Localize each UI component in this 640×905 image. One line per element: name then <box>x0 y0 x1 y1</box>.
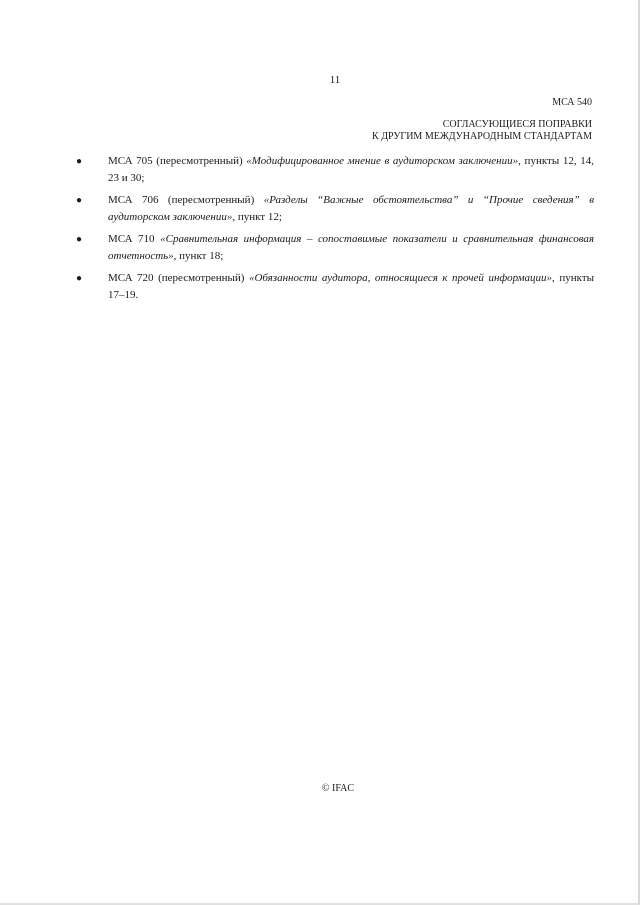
page-number: 11 <box>329 74 341 86</box>
footer-copyright: © IFAC <box>321 783 355 794</box>
list-item <box>72 192 594 226</box>
item-title: «Обязанности аудитора, относящиеся к прочей информации» <box>248 272 553 284</box>
item-paragraphs: , пункты 17–19. <box>108 272 595 301</box>
amendments-list <box>72 153 594 309</box>
section-title-line-2: К ДРУГИМ МЕЖДУНАРОДНЫМ СТАНДАРТАМ <box>372 131 592 142</box>
item-title: «Модифицированное мнение в аудиторском заключении» <box>246 155 519 167</box>
item-standard: МСА 720 (пересмотренный) <box>108 272 249 284</box>
document-id: МСА 540 <box>552 97 592 108</box>
item-paragraphs: , пункт 18; <box>173 250 224 262</box>
item-standard: МСА 706 (пересмотренный) <box>108 194 264 206</box>
list-item <box>72 231 594 265</box>
item-title: «Разделы “Важные обстоятельства” и “Прочие сведения” в аудиторском заключении» <box>108 194 594 223</box>
bullet-icon: ● <box>76 234 83 245</box>
item-standard: МСА 705 (пересмотренный) <box>108 155 247 167</box>
list-item <box>72 153 594 187</box>
section-title-line-1: СОГЛАСУЮЩИЕСЯ ПОПРАВКИ <box>442 119 592 130</box>
bullet-icon: ● <box>76 156 83 167</box>
item-paragraphs: , пункт 12; <box>232 211 282 223</box>
item-standard: МСА 710 <box>108 233 161 245</box>
item-paragraphs: , пункты 12, 14, 23 и 30; <box>108 155 595 184</box>
section-title <box>372 119 592 143</box>
bullet-icon: ● <box>76 195 83 206</box>
bullet-icon: ● <box>76 273 83 284</box>
list-item <box>72 270 594 304</box>
item-title: «Сравнительная информация – сопоставимые показатели и сравнительная финансовая отчетность» <box>108 233 595 262</box>
